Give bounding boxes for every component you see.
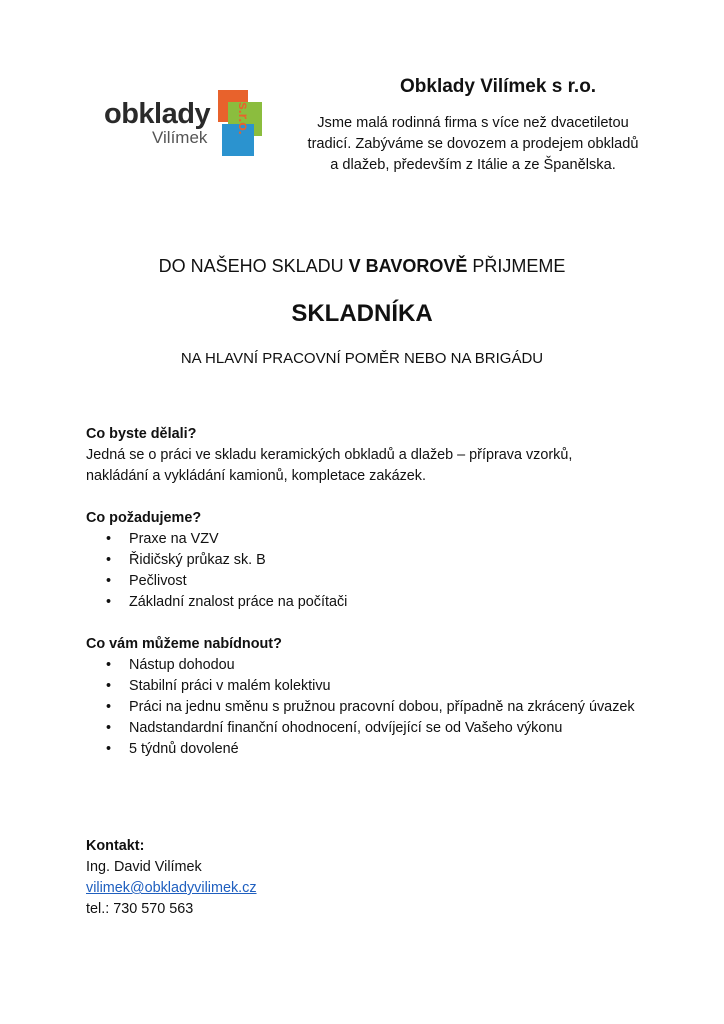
intro-line: a dlažeb, především z Itálie a ze Španělska.: [330, 157, 616, 173]
section-heading: Kontakt:: [86, 838, 145, 854]
list-item: • Řidičský průkaz sk. B: [86, 550, 646, 571]
offer-list: [86, 655, 646, 760]
requirements-list: [86, 529, 646, 613]
logo-sub-text: Vilímek: [152, 128, 208, 147]
list-item: • Základní znalost práce na počítači: [86, 592, 646, 613]
job-headline: [0, 256, 724, 277]
section-requirements: [86, 508, 646, 613]
contact-name: Ing. David Vilímek: [86, 859, 202, 875]
intro-line: tradicí. Zabýváme se dovozem a prodejem obkladů: [307, 136, 639, 152]
contact-email-link[interactable]: vilimek@obkladyvilimek.cz: [86, 880, 257, 896]
contact-phone: tel.: 730 570 563: [86, 901, 194, 917]
list-item: • Práci na jednu směnu s pružnou pracovní dobou, případně na zkrácený úvazek: [86, 697, 646, 718]
section-heading: Co vám můžeme nabídnout?: [86, 636, 282, 652]
section-heading: Co byste dělali?: [86, 426, 197, 442]
list-item: • Stabilní práci v malém kolektivu: [86, 676, 646, 697]
logo-suffix: s.r.o.: [236, 102, 252, 135]
list-item: • Nadstandardní finanční ohodnocení, odvíjející se od Vašeho výkonu: [86, 718, 646, 739]
list-item: • Nástup dohodou: [86, 655, 646, 676]
job-subtitle: NA HLAVNÍ PRACOVNÍ POMĚR NEBO NA BRIGÁDU: [180, 350, 544, 367]
section-work: [86, 424, 646, 487]
section-contact: [86, 836, 646, 920]
company-intro: [286, 113, 660, 176]
headline-location: V BAVOROVĚ: [348, 256, 468, 276]
headline-part2: PŘIJMEME: [467, 256, 566, 276]
section-offer: [86, 634, 646, 760]
list-item: • Praxe na VZV: [86, 529, 646, 550]
job-title: SKLADNÍKA: [291, 300, 433, 327]
section-text: nakládání a vykládání kamionů, kompletace zakázek.: [86, 468, 426, 484]
headline-part1: DO NAŠEHO SKLADU: [158, 256, 349, 276]
list-item: • Pečlivost: [86, 571, 646, 592]
intro-line: Jsme malá rodinná firma s více než dvacetiletou: [317, 115, 629, 131]
section-text: Jedná se o práci ve skladu keramických obkladů a dlažeb – příprava vzorků,: [86, 447, 573, 463]
section-heading: Co požadujeme?: [86, 510, 202, 526]
company-logo: [104, 90, 274, 160]
list-item: • 5 týdnů dovolené: [86, 739, 646, 760]
logo-main-text: obklady: [104, 98, 211, 130]
company-name: Obklady Vilímek s r.o.: [400, 76, 597, 97]
